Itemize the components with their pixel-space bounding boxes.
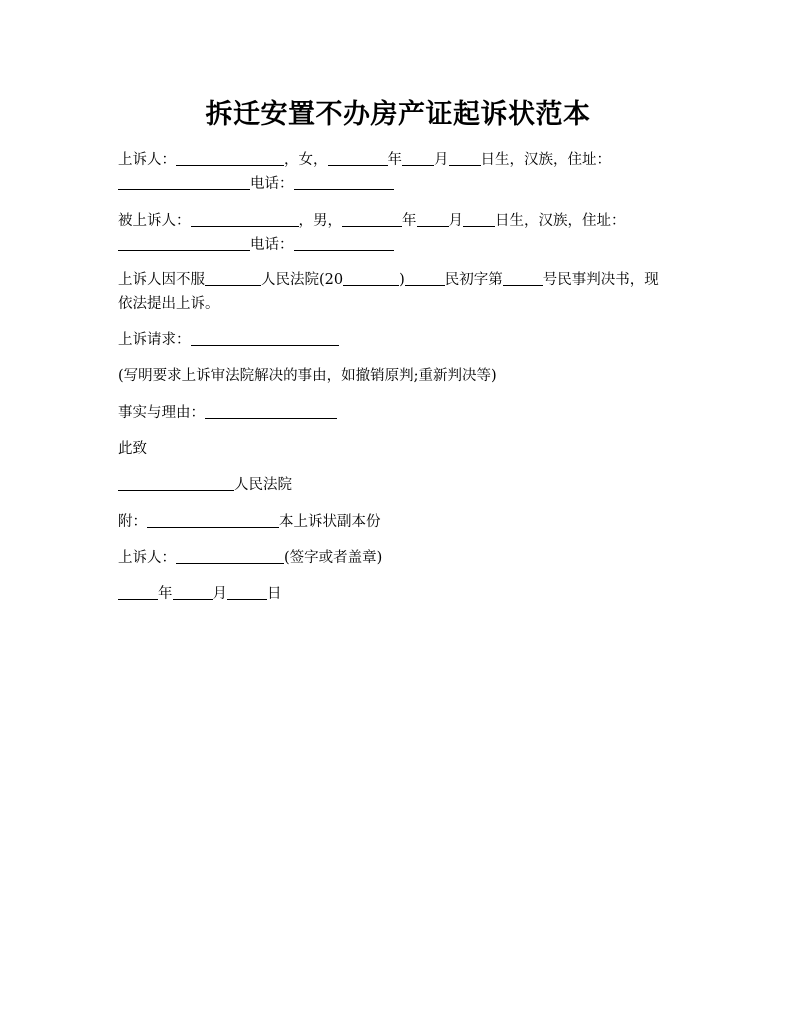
appellant-gender: ，女， [284,152,328,168]
appellee-month-blank [417,210,449,227]
request-label: 上诉请求： [118,332,191,348]
appellant-address-blank [118,173,250,190]
reason-line-1 [118,268,659,292]
reason-text-1: 上诉人因不服 [118,272,205,288]
appellee-year-blank [342,210,402,227]
sign-label: 上诉人： [118,550,176,566]
salute: 此致 [118,441,147,457]
appellant-day-blank [449,149,481,166]
court-suffix: 人民法院 [234,477,292,493]
date-day-blank [227,583,267,600]
appellant-year-label: 年 [387,152,402,168]
date-year-label: 年 [158,586,173,602]
date-month-blank [173,583,213,600]
reason-line-2: 依法提出上诉。 [118,296,220,312]
court-name-blank [118,474,234,491]
appellant-name-blank [176,149,284,166]
appellee-month-label: 月 [448,213,463,229]
appellee-year-label: 年 [402,213,417,229]
appellant-month-label: 月 [434,152,449,168]
case-year-blank [343,269,399,286]
request-note: (写明要求上诉审法院解决的事由，如撤销原判;重新判决等) [118,368,497,384]
sign-suffix: (签字或者盖章) [284,550,383,566]
appellant-month-blank [402,149,434,166]
date-line [118,582,282,606]
date-month-label: 月 [212,586,227,602]
date-year-blank [118,583,158,600]
appellee-address-label: 日生，汉族，住址： [495,213,626,229]
appellee-phone-blank [294,234,394,251]
attach-blank [147,511,279,528]
appellee-gender: ，男， [298,213,342,229]
attach-line [118,510,381,534]
date-day-label: 日 [267,586,282,602]
facts-line [118,401,337,425]
appellant-line-1 [118,148,611,172]
appellee-line-2 [118,233,394,257]
appellee-label: 被上诉人： [118,213,191,229]
court-line [118,473,292,497]
reason-text-4: 民初字第 [444,272,503,288]
request-blank [191,329,339,346]
appellee-phone-label: 电话： [250,237,294,253]
appellee-name-blank [191,210,299,227]
appellant-phone-label: 电话： [250,176,294,192]
reason-text-2: 人民法院(20 [261,272,344,288]
sign-line [118,546,382,570]
document-title: 拆迁安置不办房产证起诉状范本 [205,99,591,130]
facts-label: 事实与理由： [118,405,205,421]
sign-blank [176,547,284,564]
appellee-address-blank [118,234,250,251]
attach-suffix: 本上诉状副本份 [279,514,381,530]
appellant-year-blank [328,149,388,166]
appellant-line-2 [118,172,394,196]
appellant-label: 上诉人： [118,152,176,168]
reason-text-3: ) [399,272,405,288]
attach-label: 附： [118,514,147,530]
appellant-phone-blank [294,173,394,190]
facts-blank [205,402,337,419]
request-line [118,328,339,352]
reason-text-5: 号民事判决书，现 [542,272,659,288]
appellee-day-blank [463,210,495,227]
appellant-address-label: 日生，汉族，住址： [480,152,611,168]
court-blank [205,269,261,286]
case-number-blank [503,269,543,286]
appellee-line-1 [118,209,626,233]
case-prefix-blank [405,269,445,286]
